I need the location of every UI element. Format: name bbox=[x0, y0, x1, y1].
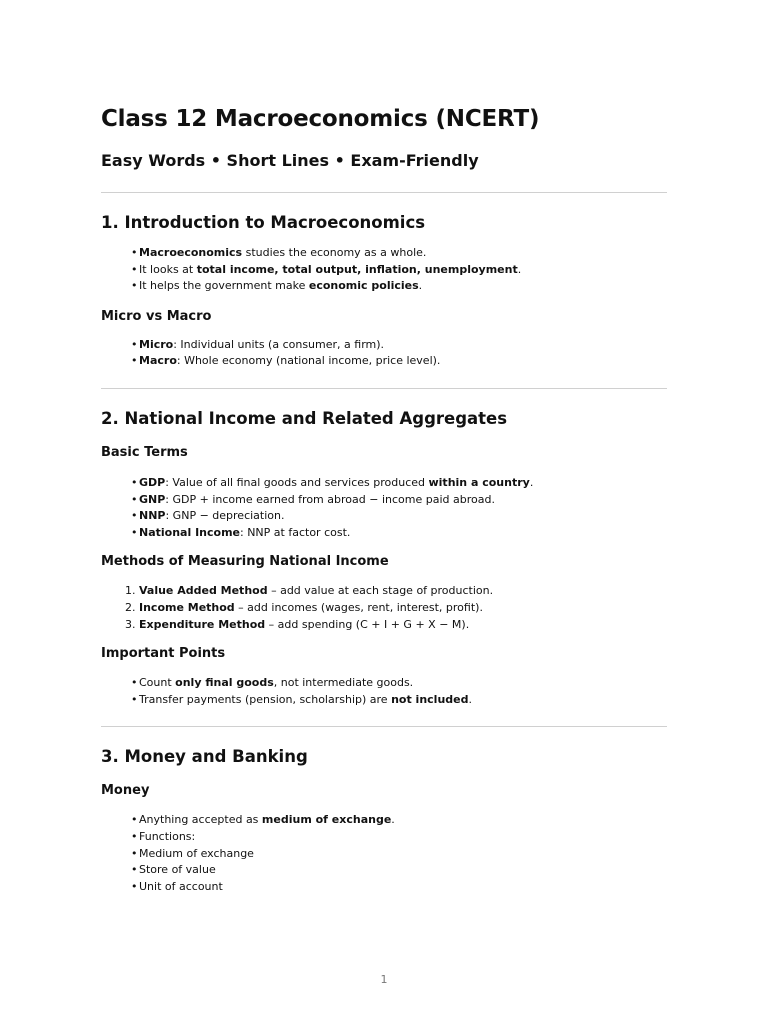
bold-term: Expenditure Method bbox=[139, 617, 266, 631]
bullet-list bbox=[101, 337, 667, 370]
item-text: : GNP − depreciation. bbox=[165, 509, 285, 523]
bold-term: Micro bbox=[139, 337, 174, 351]
list-item bbox=[139, 600, 667, 617]
bold-term: Macroeconomics bbox=[139, 246, 243, 259]
item-text: . bbox=[418, 279, 423, 293]
document-page bbox=[101, 104, 667, 895]
bullet-list bbox=[101, 475, 667, 541]
subsection-heading: Micro vs Macro bbox=[101, 308, 212, 324]
list-item bbox=[131, 508, 667, 525]
list-item bbox=[131, 812, 667, 829]
item-text: : GDP + income earned from abroad − income paid abroad. bbox=[165, 492, 495, 506]
item-text: . bbox=[517, 262, 522, 276]
item-text: , not intermediate goods. bbox=[273, 676, 414, 690]
item-text: It helps the government make bbox=[139, 279, 309, 293]
divider bbox=[101, 726, 667, 727]
bold-term: GDP bbox=[139, 475, 166, 489]
subsection-heading: Money bbox=[101, 783, 150, 799]
page-number: 1 bbox=[380, 973, 388, 986]
item-text: : Individual units (a consumer, a firm). bbox=[173, 337, 385, 351]
item-text: – add incomes (wages, rent, interest, profit). bbox=[234, 600, 483, 614]
item-text: . bbox=[468, 692, 472, 706]
list-item bbox=[131, 475, 667, 492]
list-item bbox=[131, 353, 667, 370]
page-title: Class 12 Macroeconomics (NCERT) bbox=[101, 106, 540, 132]
list-item bbox=[131, 262, 667, 279]
item-text: Anything accepted as bbox=[139, 813, 262, 827]
bold-term: GNP bbox=[139, 492, 166, 506]
page-subtitle: Easy Words • Short Lines • Exam-Friendly bbox=[101, 151, 479, 170]
item-text: . bbox=[529, 475, 534, 489]
divider bbox=[101, 388, 667, 389]
section-heading: 3. Money and Banking bbox=[101, 747, 308, 767]
subsection-heading: Basic Terms bbox=[101, 444, 188, 460]
list-item bbox=[131, 245, 667, 262]
list-item bbox=[139, 583, 667, 600]
item-text: It looks at bbox=[139, 262, 197, 276]
item-text: : Value of all final goods and services produced bbox=[165, 475, 429, 489]
bold-term: not included bbox=[391, 692, 469, 706]
bullet-list bbox=[101, 245, 667, 295]
subsection-heading: Important Points bbox=[101, 646, 226, 662]
subsection-heading: Methods of Measuring National Income bbox=[101, 554, 389, 570]
item-text: . bbox=[391, 813, 395, 827]
bold-term: Macro bbox=[139, 354, 177, 368]
section-heading: 2. National Income and Related Aggregates bbox=[101, 408, 508, 428]
item-text: Medium of exchange bbox=[139, 846, 254, 860]
bold-term: only final goods bbox=[175, 676, 274, 690]
item-text: – add spending (C + I + G + X − M). bbox=[265, 617, 470, 631]
list-item bbox=[139, 617, 667, 634]
list-item bbox=[131, 492, 667, 509]
item-text: Unit of account bbox=[139, 879, 223, 893]
bold-term: within a country bbox=[428, 475, 530, 489]
list-item bbox=[131, 337, 667, 354]
item-text: : Whole economy (national income, price level). bbox=[176, 354, 441, 368]
list-item bbox=[131, 862, 667, 879]
divider bbox=[101, 192, 667, 193]
item-text: : NNP at factor cost. bbox=[240, 525, 351, 539]
bold-term: Value Added Method bbox=[139, 584, 268, 598]
bold-term: economic policies bbox=[308, 279, 419, 293]
item-text: studies the economy as a whole. bbox=[242, 246, 427, 259]
list-item bbox=[131, 675, 667, 692]
item-text: Store of value bbox=[139, 863, 216, 877]
list-item bbox=[131, 829, 667, 846]
list-item bbox=[131, 525, 667, 542]
numbered-list bbox=[101, 583, 667, 633]
bullet-list bbox=[101, 812, 667, 895]
bullet-list bbox=[101, 675, 667, 708]
list-item bbox=[131, 879, 667, 896]
list-item bbox=[131, 692, 667, 709]
section-heading: 1. Introduction to Macroeconomics bbox=[101, 213, 426, 232]
bold-term: Income Method bbox=[139, 600, 235, 614]
list-item bbox=[131, 278, 667, 295]
item-text: – add value at each stage of production. bbox=[267, 584, 494, 598]
bold-term: National Income bbox=[139, 525, 240, 539]
item-text: Transfer payments (pension, scholarship) are bbox=[139, 692, 392, 706]
item-text: Functions: bbox=[139, 829, 196, 843]
item-text: Count bbox=[139, 676, 176, 690]
bold-term: total income, total output, inflation, unemployment bbox=[196, 262, 518, 276]
bold-term: medium of exchange bbox=[261, 813, 392, 827]
bold-term: NNP bbox=[139, 509, 166, 523]
list-item bbox=[131, 846, 667, 863]
